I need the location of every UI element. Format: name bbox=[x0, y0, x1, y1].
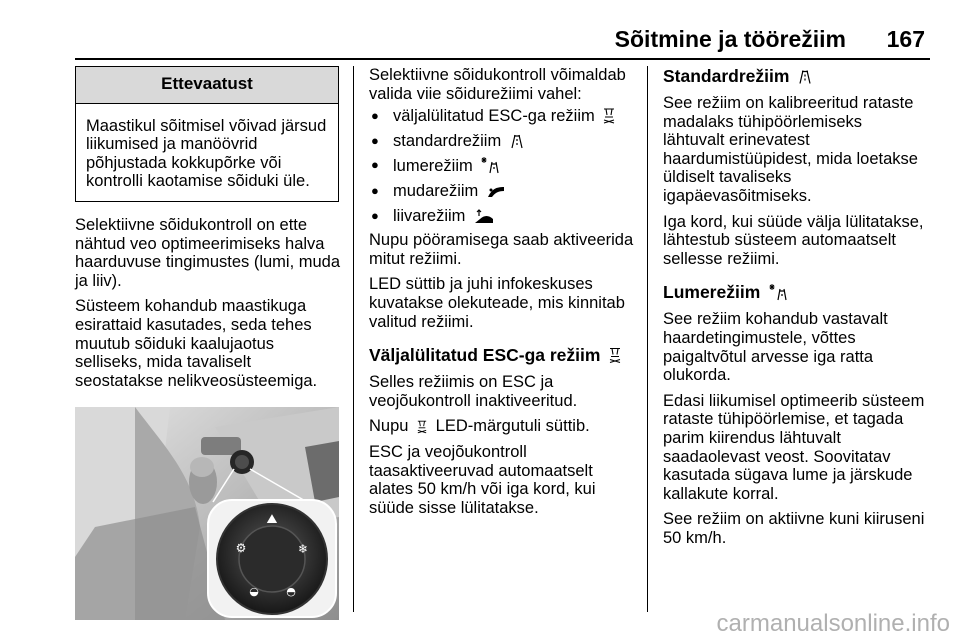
header-rule bbox=[75, 58, 930, 60]
section-heading: Lumerežiim bbox=[663, 282, 925, 302]
esc-off-icon bbox=[603, 108, 615, 124]
svg-text:◓: ◓ bbox=[286, 585, 296, 599]
watermark: carmanualsonline.info bbox=[716, 610, 950, 637]
esc-off-icon bbox=[609, 347, 621, 364]
list-item: ● väljalülitatud ESC-ga režiim bbox=[369, 107, 635, 126]
snow-icon bbox=[769, 283, 789, 301]
paragraph: See režiim on kalibreeritud rataste madalaks tühipöörlemiseks lähtuvalt erinevatest haardumistüüpidest, mida loetakse üldiselt tavaliseks igapäevasõitmiseks. bbox=[663, 94, 918, 205]
paragraph: See režiim on aktiivne kuni kiiruseni 50 km/h. bbox=[663, 510, 925, 547]
paragraph: Süsteem kohandub maastikuga esirattaid kasutades, seda tehes muutub sõiduki kaalujaotus selliseks, mida tavaliselt seostatakse nelikveosüsteemiga. bbox=[75, 297, 318, 390]
page-header bbox=[75, 24, 930, 54]
list-item: ● lumerežiim bbox=[369, 156, 635, 176]
svg-text:◒: ◒ bbox=[249, 585, 259, 599]
paragraph: See režiim kohandub vastavalt haardetingimustele, võttes paigaltvõtul arvesse iga ratta olukorda. bbox=[663, 310, 888, 385]
paragraph: Iga kord, kui süüde välja lülitatakse, lähtestub süsteem automaatselt sellesse režiimi. bbox=[663, 212, 924, 268]
column-middle bbox=[369, 66, 635, 524]
paragraph: Nupu pööramisega saab aktiveerida mitut režiimi. bbox=[369, 231, 634, 268]
selective-control-dial-figure bbox=[75, 407, 339, 620]
paragraph: Edasi liikumisel optimeerib süsteem rataste tühipöörlemise, et tagada parim kiirendus lähtuvalt saadaolevast veost. Soovitatav kasutada sügava lume ja järskude kallakute korral. bbox=[663, 391, 925, 503]
paragraph: Selles režiimis on ESC ja veojõukontroll inaktiveeritud. bbox=[369, 373, 578, 410]
paragraph: LED süttib ja juhi infokeskuses kuvatakse olekuteade, mis kinnitab valitud režiimi. bbox=[369, 275, 625, 331]
warning-body: Maastikul sõitmisel võivad järsud liikumised ja manöövrid põhjustada kokkupõrke või kontrolli kaotamise sõiduki üle. bbox=[86, 116, 327, 191]
paragraph: Nupu LED-märgutuli süttib. bbox=[369, 417, 590, 436]
mode-list bbox=[369, 107, 635, 225]
column-right bbox=[663, 66, 925, 554]
paragraph: ESC ja veojõukontroll taasaktiveeruvad automaatselt alates 50 km/h või iga kord, kui süüde sisse lülitatakse. bbox=[369, 442, 596, 517]
page-number: 167 bbox=[886, 26, 925, 52]
list-item: ● standardrežiim bbox=[369, 132, 635, 151]
chapter-title: Sõitmine ja töörežiim bbox=[614, 26, 846, 52]
dial-illustration bbox=[75, 407, 339, 620]
column-divider bbox=[353, 66, 354, 612]
paragraph: Selektiivne sõidukontroll on ette nähtud veo optimeerimiseks halva haarduvuse tingimustes (lumi, muda ja liiv). bbox=[75, 215, 341, 290]
column-divider bbox=[647, 66, 648, 612]
section-heading: Väljalülitatud ESC-ga režiim bbox=[369, 345, 635, 365]
sand-icon bbox=[474, 208, 494, 224]
warning-title: Ettevaatust bbox=[76, 67, 338, 104]
section-heading: Standardrežiim bbox=[663, 66, 925, 86]
list-item: ● mudarežiim bbox=[369, 182, 635, 201]
column-left bbox=[75, 66, 341, 620]
svg-text:❄: ❄ bbox=[297, 542, 309, 557]
paragraph: Selektiivne sõidukontroll võimaldab valida viie sõidurežiimi vahel: bbox=[369, 66, 626, 103]
road-icon bbox=[798, 68, 812, 85]
snow-icon bbox=[481, 156, 501, 174]
road-icon bbox=[510, 133, 524, 149]
mud-icon bbox=[487, 185, 505, 199]
warning-box bbox=[75, 66, 339, 202]
list-item: ● liivarežiim bbox=[369, 207, 635, 226]
esc-off-icon bbox=[417, 420, 427, 434]
svg-text:⛰: ⛰ bbox=[266, 512, 278, 528]
svg-text:⚙: ⚙ bbox=[235, 541, 247, 556]
